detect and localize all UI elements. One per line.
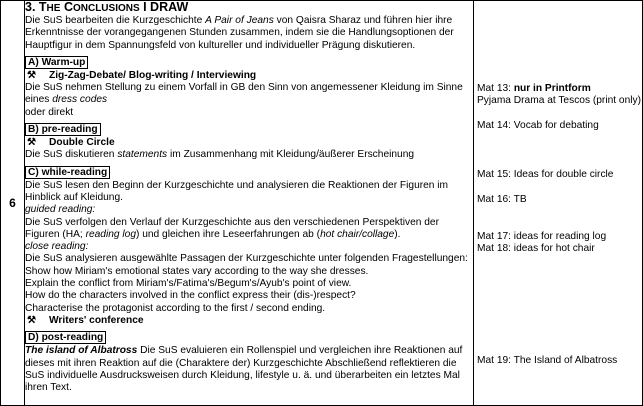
prereading-header: B) pre-reading <box>25 123 101 136</box>
body-text: ). <box>394 228 401 240</box>
body-text: Die SuS nehmen Stellung zu einem Vorfall in GB den Sinn von angemessener Kleidung im Sinne eines <box>25 82 463 106</box>
material-label: Mat 13: <box>477 83 514 94</box>
title-part: 3. T <box>25 0 47 14</box>
body-text: oder direkt <box>25 106 74 118</box>
term: statements <box>117 149 168 161</box>
material-19: Mat 19: The Island of Albatross <box>477 355 618 366</box>
term: guided reading: <box>25 204 96 216</box>
guided-reading-label <box>25 204 473 216</box>
question-1: Show how Miriam's emotional states vary according to the way she dresses. <box>25 265 369 277</box>
term: reading log <box>85 228 136 240</box>
table-row <box>1 1 643 406</box>
postreading-header: D) post-reading <box>25 331 106 344</box>
story-title: A Pair of Jeans <box>205 15 274 26</box>
section-title <box>25 1 473 15</box>
question-3: How do the characters involved in the conflict express their (dis-)respect? <box>25 290 356 302</box>
whilereading-header: C) while-reading <box>25 166 110 179</box>
material-15: Mat 15: Ideas for double circle <box>477 169 614 180</box>
body-text: ) und gleichen ihre Leseerfahrungen ab ( <box>136 228 321 240</box>
activity-label: Zig-Zag-Debate/ Blog-writing / Interviewing <box>49 69 257 81</box>
question-2: Explain the conflict from Miriam's/Fatima's/Begum's/Ayub's point of view. <box>25 278 352 290</box>
warmup-text <box>25 82 473 119</box>
material-note: nur in Printform <box>513 83 591 94</box>
term: hot chair/collage <box>320 228 395 240</box>
intro-paragraph <box>25 15 473 52</box>
materials-cell <box>474 1 643 406</box>
lesson-content-cell <box>25 1 474 406</box>
material-16: Mat 16: TB <box>477 194 527 205</box>
title-part: HE <box>46 3 61 14</box>
body-text: Die SuS verfolgen den Verlauf der Kurzgeschichte aus den verschiedenen Perspektiven der Figuren (HA; <box>25 216 439 240</box>
material-14: Mat 14: Vocab for debating <box>477 120 599 131</box>
body-text: Die SuS evaluieren ein Rollenspiel und vergleichen ihre Reaktionen auf dieses mit ihren Reaktion auf die (Charaktere der) Kurzgeschichte Abschließend reflektieren die SuS individuelle Ausdrucksweisen durch Kleidung, lifestyle u. ä. und überarbeiten ein letztes Mal ihren Text. <box>25 345 463 394</box>
story-title: The island of Albatross <box>25 345 138 357</box>
material-title: Pyjama Drama at Tescos (print only) <box>477 95 641 107</box>
prereading-activity <box>25 137 473 149</box>
intro-text: Die SuS bearbeiten die Kurzgeschichte <box>25 15 206 26</box>
title-part: C <box>63 0 73 14</box>
whilereading-text1: Die SuS lesen den Beginn der Kurzgeschichte und analysieren die Reaktionen der Figuren im Hinblick auf Kleidung. <box>25 179 449 203</box>
activity-label: Writers' conference <box>49 314 144 326</box>
material-13 <box>477 83 641 108</box>
body-text: Die SuS diskutieren <box>25 149 118 161</box>
term: close reading: <box>25 241 89 253</box>
term: dress codes <box>52 94 108 106</box>
close-reading-label <box>25 241 473 253</box>
activity-label: Double Circle <box>49 137 115 149</box>
title-part: I DRAW <box>139 0 189 14</box>
whilereading-text2 <box>25 217 473 242</box>
question-4: Characterise the protagonist according to the first / second ending. <box>25 302 326 314</box>
postreading-text <box>25 345 473 394</box>
material-17: Mat 17: ideas for reading log <box>477 231 607 242</box>
tools-icon: ⚒ <box>27 314 37 326</box>
warmup-header: A) Warm-up <box>25 56 88 69</box>
body-text: im Zusammenhang mit Kleidung/äußerer Erscheinung <box>167 149 415 161</box>
material-18: Mat 18: ideas for hot chair <box>477 243 595 254</box>
title-part: ONCLUSIONS <box>72 3 140 14</box>
whilereading-text3: Die SuS analysieren ausgewählte Passagen der Kurzgeschichte unter folgenden Fragestellungen: <box>25 253 468 265</box>
tools-icon: ⚒ <box>27 69 37 81</box>
row-number: 6 <box>1 1 25 406</box>
intro-text: von Qaisra Sharaz und führen hier ihre Erkenntnisse der vorangegangenen Stunden zusammen, indem sie die Handlungsoptionen der Hauptfigur in dem Spannungsfeld von kultureller und individueller Prägung diskutieren. <box>25 15 454 51</box>
prereading-text <box>25 149 473 161</box>
writers-conference-activity <box>25 315 473 327</box>
tools-icon: ⚒ <box>27 137 37 149</box>
warmup-activity <box>25 70 473 82</box>
